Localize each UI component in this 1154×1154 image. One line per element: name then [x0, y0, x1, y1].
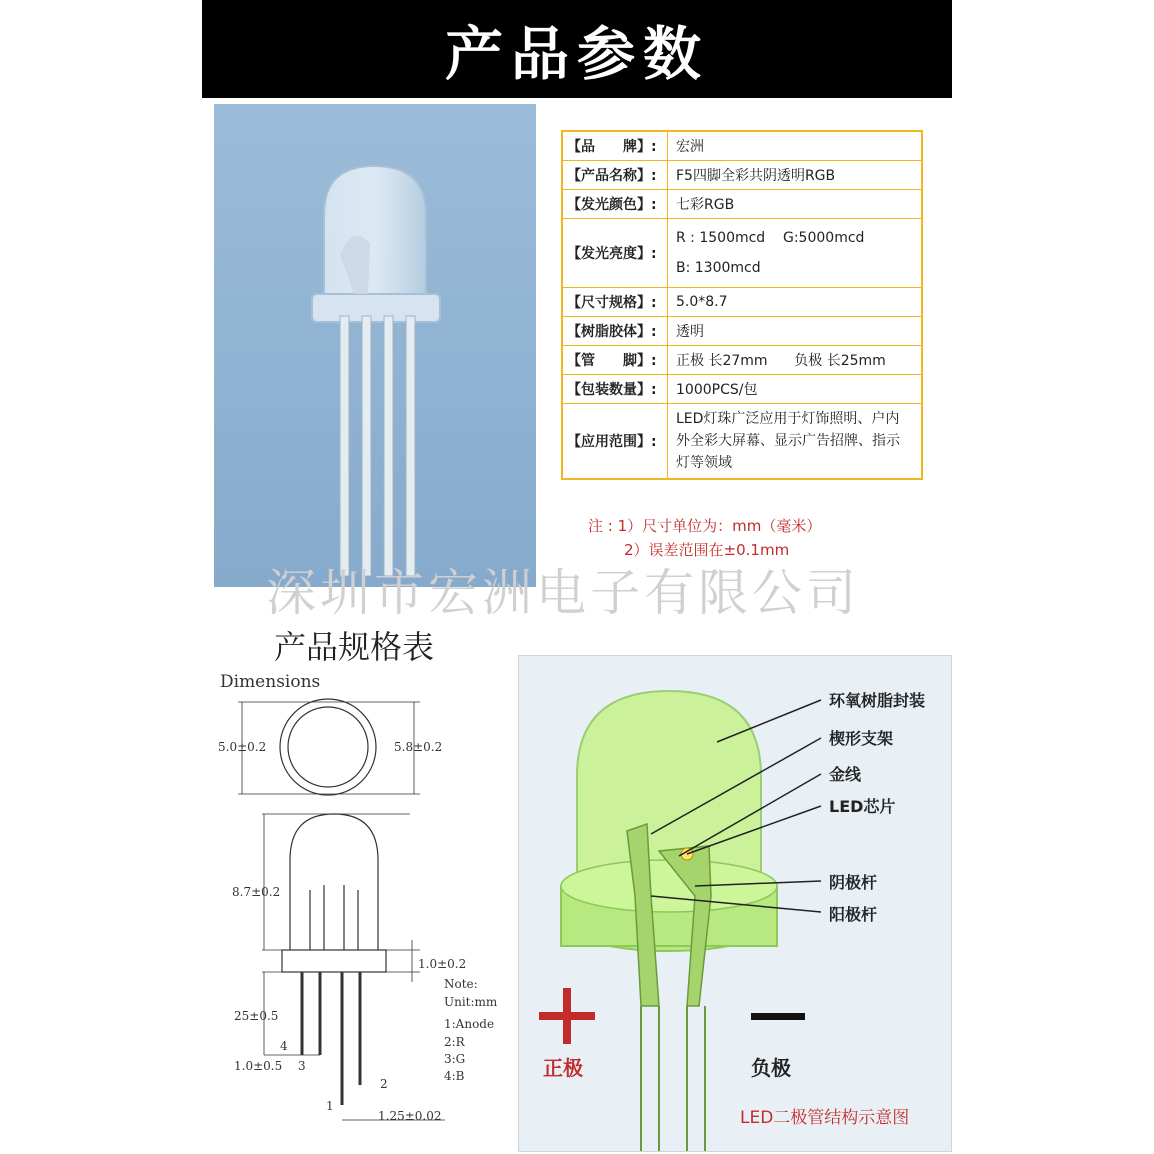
table-row — [562, 190, 922, 219]
spec-key: 【产品名称】: — [562, 161, 668, 190]
note-title: Note: — [444, 977, 478, 991]
dim-flange: 5.8±0.2 — [394, 740, 443, 754]
brightness-line2: B: 1300mcd — [676, 260, 761, 276]
table-row — [562, 219, 922, 288]
spec-key: 【尺寸规格】: — [562, 288, 668, 317]
table-row — [562, 131, 922, 161]
product-photo — [214, 104, 536, 587]
spec-table — [561, 130, 923, 480]
led-photo-illustration — [214, 104, 536, 587]
spec-sheet-title: 产品规格表 — [274, 628, 435, 666]
dim-flange-height: 1.0±0.2 — [418, 957, 467, 971]
label-wedge-frame: 楔形支架 — [829, 729, 894, 748]
spec-value: 1000PCS/包 — [668, 375, 923, 404]
spec-value: 正极 长27mm 负极 长25mm — [668, 346, 923, 375]
dim-height: 8.7±0.2 — [232, 885, 281, 899]
spec-key: 【发光亮度】: — [562, 219, 668, 288]
pin-label-1: 1 — [326, 1099, 334, 1113]
spec-key: 【包装数量】: — [562, 375, 668, 404]
dimensions-label: Dimensions — [220, 672, 321, 692]
dim-pitch: 1.25±0.02 — [378, 1109, 442, 1123]
note-unit: Unit:mm — [444, 995, 498, 1009]
spec-key: 【发光颜色】: — [562, 190, 668, 219]
spec-value: F5四脚全彩共阴透明RGB — [668, 161, 923, 190]
label-gold-wire: 金线 — [829, 765, 862, 784]
positive-label: 正极 — [543, 1056, 583, 1080]
minus-sign — [751, 1013, 805, 1020]
table-row — [562, 375, 922, 404]
structure-caption: LED二极管结构示意图 — [740, 1108, 910, 1128]
label-anode-post: 阳极杆 — [829, 905, 878, 924]
pin-label-3: 3 — [298, 1059, 306, 1073]
label-led-chip: LED芯片 — [829, 797, 896, 816]
note-pin4: 4:B — [444, 1069, 465, 1083]
dim-lead-offset: 1.0±0.5 — [234, 1059, 283, 1073]
spec-value: 透明 — [668, 317, 923, 346]
pin-label-4: 4 — [280, 1039, 288, 1053]
negative-label: 负极 — [751, 1056, 791, 1080]
brightness-line1: R : 1500mcd G:5000mcd — [676, 230, 865, 246]
spec-key: 【树脂胶体】: — [562, 317, 668, 346]
note-pin3: 3:G — [444, 1052, 466, 1066]
label-cathode-post: 阴极杆 — [829, 873, 878, 892]
note-line-2: 2）误差范围在±0.1mm — [624, 541, 790, 559]
dim-diameter: 5.0±0.2 — [218, 740, 267, 754]
title-banner — [202, 0, 952, 98]
pin-label-2: 2 — [380, 1077, 388, 1091]
note-line-1: 注 : 1）尺寸单位为：mm（毫米） — [588, 517, 822, 535]
table-row — [562, 404, 922, 480]
dim-lead-length: 25±0.5 — [234, 1009, 279, 1023]
spec-value — [668, 219, 923, 288]
label-epoxy: 环氧树脂封装 — [829, 691, 926, 710]
note-pin2: 2:R — [444, 1035, 465, 1049]
company-watermark: 深圳市宏洲电子有限公司 — [266, 564, 860, 622]
page-title: 产品参数 — [444, 20, 709, 88]
table-row — [562, 346, 922, 375]
plus-sign-v — [563, 988, 571, 1044]
spec-key: 【管 脚】: — [562, 346, 668, 375]
structure-diagram — [518, 655, 952, 1152]
table-row — [562, 288, 922, 317]
spec-value: 七彩RGB — [668, 190, 923, 219]
spec-key: 【品 牌】: — [562, 131, 668, 161]
table-row — [562, 161, 922, 190]
spec-value: LED灯珠广泛应用于灯饰照明、户内外全彩大屏幕、显示广告招牌、指示灯等领域 — [668, 404, 923, 480]
note-pin1: 1:Anode — [444, 1017, 495, 1031]
table-row — [562, 317, 922, 346]
spec-value: 宏洲 — [668, 131, 923, 161]
spec-key: 【应用范围】: — [562, 404, 668, 480]
spec-value: 5.0*8.7 — [668, 288, 923, 317]
dimension-drawing — [210, 690, 510, 1140]
